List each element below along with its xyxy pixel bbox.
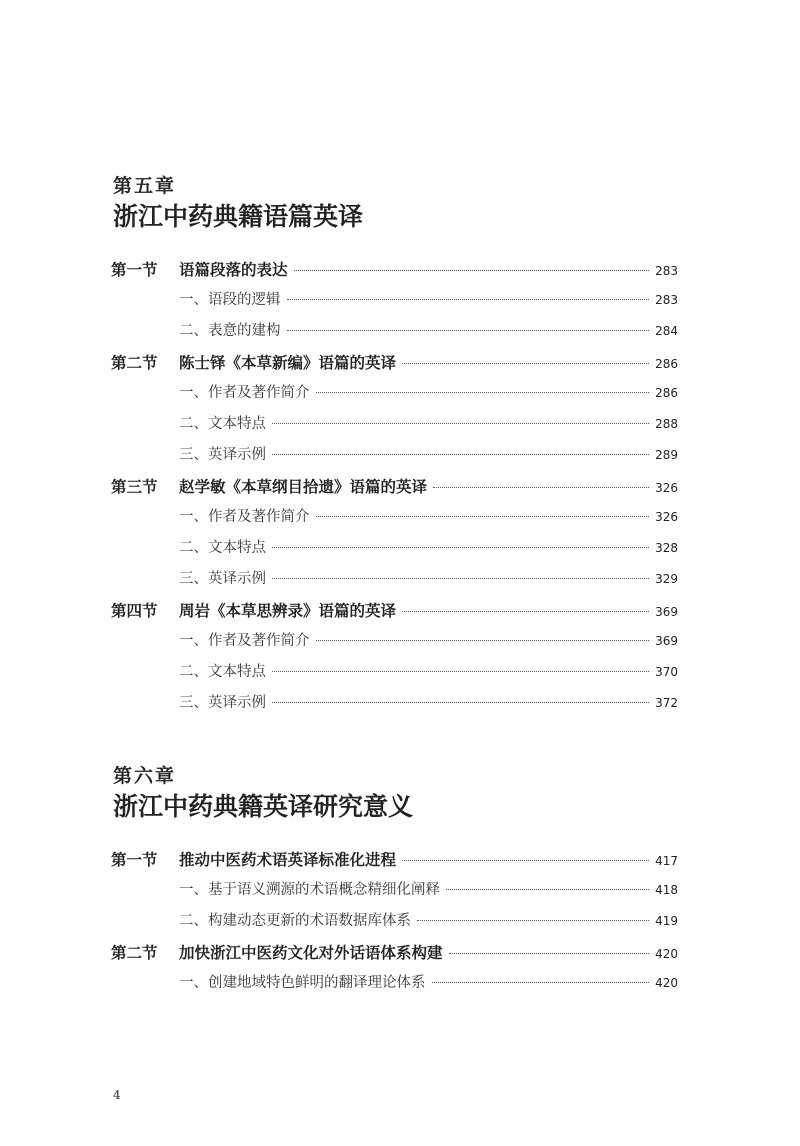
chapter-6-toc bbox=[111, 844, 678, 999]
entry-title: 一、基于语义溯源的术语概念精细化阐释 bbox=[179, 882, 440, 898]
chapter-5-toc bbox=[111, 254, 678, 719]
entry-page-number: 326 bbox=[655, 510, 678, 524]
chapter-label: 第五章 bbox=[113, 175, 177, 197]
dot-leader bbox=[272, 453, 649, 455]
entry-page-number: 417 bbox=[655, 854, 678, 868]
toc-subsection-entry[interactable] bbox=[111, 564, 678, 595]
toc-subsection-entry[interactable] bbox=[111, 533, 678, 564]
chapter-6-heading bbox=[113, 764, 678, 824]
dot-leader bbox=[402, 362, 649, 364]
entry-page-number: 329 bbox=[655, 572, 678, 586]
entry-title: 一、作者及著作简介 bbox=[179, 633, 310, 649]
entry-title: 周岩《本草思辨录》语篇的英译 bbox=[179, 601, 397, 620]
dot-leader bbox=[272, 422, 649, 424]
dot-leader bbox=[449, 952, 650, 954]
entry-page-number: 286 bbox=[655, 386, 678, 400]
entry-title: 陈士铎《本草新编》语篇的英译 bbox=[179, 353, 397, 372]
entry-title: 二、表意的建构 bbox=[179, 323, 281, 339]
toc-subsection-entry[interactable] bbox=[111, 906, 678, 937]
entry-page-number: 419 bbox=[655, 914, 678, 928]
chapter-label: 第六章 bbox=[113, 765, 177, 787]
dot-leader bbox=[272, 670, 649, 672]
section-number: 第二节 bbox=[111, 353, 158, 372]
dot-leader bbox=[316, 391, 650, 393]
dot-leader bbox=[417, 919, 649, 921]
toc-section-entry[interactable] bbox=[111, 347, 678, 378]
entry-title: 一、语段的逻辑 bbox=[179, 292, 281, 308]
toc-subsection-entry[interactable] bbox=[111, 626, 678, 657]
entry-page-number: 283 bbox=[655, 293, 678, 307]
entry-title: 三、英译示例 bbox=[179, 447, 266, 463]
section-number: 第三节 bbox=[111, 477, 158, 496]
section-number: 第四节 bbox=[111, 601, 158, 620]
entry-title: 二、文本特点 bbox=[179, 664, 266, 680]
chapter-5-heading bbox=[113, 174, 678, 234]
entry-page-number: 284 bbox=[655, 324, 678, 338]
entry-title: 一、作者及著作简介 bbox=[179, 385, 310, 401]
entry-page-number: 369 bbox=[655, 605, 678, 619]
section-number: 第一节 bbox=[111, 260, 158, 279]
entry-title: 推动中医药术语英译标准化进程 bbox=[179, 850, 397, 869]
chapter-title: 浙江中药典籍英译研究意义 bbox=[113, 792, 414, 821]
entry-page-number: 420 bbox=[655, 976, 678, 990]
dot-leader bbox=[433, 486, 649, 488]
toc-subsection-entry[interactable] bbox=[111, 875, 678, 906]
dot-leader bbox=[446, 888, 649, 890]
toc-section-entry[interactable] bbox=[111, 471, 678, 502]
toc-subsection-entry[interactable] bbox=[111, 316, 678, 347]
dot-leader bbox=[294, 269, 650, 271]
entry-page-number: 289 bbox=[655, 448, 678, 462]
entry-page-number: 369 bbox=[655, 634, 678, 648]
entry-title: 加快浙江中医药文化对外话语体系构建 bbox=[179, 943, 443, 962]
entry-title: 二、构建动态更新的术语数据库体系 bbox=[179, 913, 411, 929]
chapter-title: 浙江中药典籍语篇英译 bbox=[113, 202, 364, 231]
toc-section-entry[interactable] bbox=[111, 937, 678, 968]
entry-title: 赵学敏《本草纲目拾遗》语篇的英译 bbox=[179, 477, 428, 496]
toc-subsection-entry[interactable] bbox=[111, 378, 678, 409]
toc-subsection-entry[interactable] bbox=[111, 968, 678, 999]
entry-page-number: 418 bbox=[655, 883, 678, 897]
entry-page-number: 420 bbox=[655, 947, 678, 961]
section-number: 第二节 bbox=[111, 943, 158, 962]
dot-leader bbox=[402, 610, 649, 612]
entry-page-number: 370 bbox=[655, 665, 678, 679]
toc-subsection-entry[interactable] bbox=[111, 409, 678, 440]
dot-leader bbox=[272, 577, 649, 579]
dot-leader bbox=[316, 515, 650, 517]
entry-page-number: 328 bbox=[655, 541, 678, 555]
entry-title: 三、英译示例 bbox=[179, 571, 266, 587]
toc-section-entry[interactable] bbox=[111, 254, 678, 285]
entry-title: 语篇段落的表达 bbox=[179, 260, 288, 279]
dot-leader bbox=[316, 639, 650, 641]
dot-leader bbox=[287, 298, 650, 300]
entry-page-number: 288 bbox=[655, 417, 678, 431]
entry-title: 三、英译示例 bbox=[179, 695, 266, 711]
entry-page-number: 283 bbox=[655, 264, 678, 278]
entry-title: 二、文本特点 bbox=[179, 540, 266, 556]
toc-subsection-entry[interactable] bbox=[111, 688, 678, 719]
toc-subsection-entry[interactable] bbox=[111, 285, 678, 316]
entry-page-number: 372 bbox=[655, 696, 678, 710]
dot-leader bbox=[402, 859, 649, 861]
entry-title: 一、作者及著作简介 bbox=[179, 509, 310, 525]
dot-leader bbox=[287, 329, 650, 331]
dot-leader bbox=[272, 546, 649, 548]
dot-leader bbox=[272, 701, 649, 703]
entry-title: 二、文本特点 bbox=[179, 416, 266, 432]
toc-section-entry[interactable] bbox=[111, 844, 678, 875]
entry-title: 一、创建地域特色鲜明的翻译理论体系 bbox=[179, 975, 426, 991]
section-number: 第一节 bbox=[111, 850, 158, 869]
page-number: 4 bbox=[113, 1088, 121, 1102]
toc-subsection-entry[interactable] bbox=[111, 657, 678, 688]
dot-leader bbox=[432, 981, 650, 983]
entry-page-number: 286 bbox=[655, 357, 678, 371]
toc-section-entry[interactable] bbox=[111, 595, 678, 626]
entry-page-number: 326 bbox=[655, 481, 678, 495]
toc-subsection-entry[interactable] bbox=[111, 440, 678, 471]
toc-subsection-entry[interactable] bbox=[111, 502, 678, 533]
